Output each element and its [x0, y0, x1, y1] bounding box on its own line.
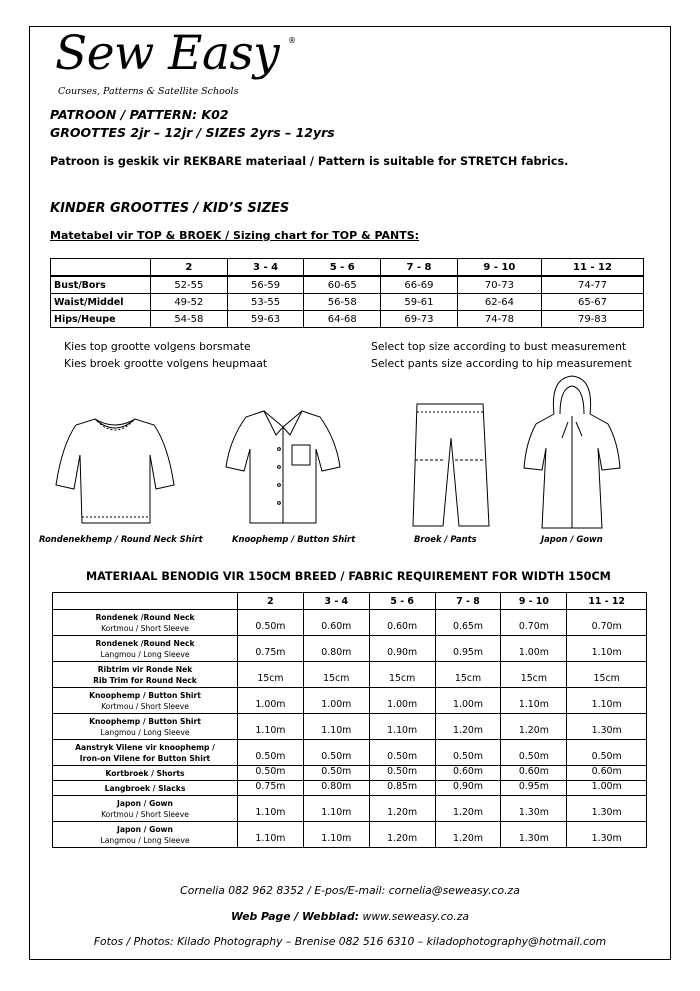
size-cell: 56-58: [304, 294, 381, 311]
fabric-row-title: Kortbroek / Shorts: [105, 769, 185, 778]
fabric-cell: 0.65m: [435, 610, 501, 636]
size-row-label: Bust/Bors: [51, 276, 151, 294]
fabric-cell: 0.90m: [369, 636, 435, 662]
fabric-header-cell: [53, 593, 238, 610]
size-cell: 79-83: [542, 311, 644, 328]
button-shirt-illustration: [224, 405, 342, 530]
size-cell: 56-59: [227, 276, 304, 294]
size-cell: 74-78: [457, 311, 541, 328]
fabric-cell: 0.70m: [501, 610, 567, 636]
fabric-cell: 0.60m: [435, 766, 501, 781]
caption-round-neck-shirt: Rondenekhemp / Round Neck Shirt: [39, 534, 203, 544]
fabric-cell: 1.10m: [567, 688, 647, 714]
size-row: [51, 276, 644, 294]
size-range: GROOTTES 2jr – 12jr / SIZES 2yrs – 12yrs: [50, 125, 335, 140]
fabric-cell: 1.00m: [501, 636, 567, 662]
note-top-size: Kies top grootte volgens borsmate: [64, 340, 251, 353]
fabric-cell: 0.80m: [303, 636, 369, 662]
fabric-row-title: Rondenek /Round Neck: [95, 639, 195, 648]
fabric-header-cell: 11 - 12: [567, 593, 647, 610]
fabric-cell: 1.10m: [369, 714, 435, 740]
fabric-cell: 1.30m: [567, 714, 647, 740]
pattern-number: PATROON / PATTERN: K02: [50, 107, 229, 122]
stretch-note: Patroon is geskik vir REKBARE materiaal / Pattern is suitable for STRETCH fabrics.: [50, 155, 569, 168]
fabric-cell: 1.20m: [501, 714, 567, 740]
fabric-cell: 1.10m: [303, 714, 369, 740]
fabric-row-subtitle: Iron-on Vilene for Button Shirt: [79, 754, 211, 763]
fabric-header-cell: 2: [238, 593, 304, 610]
fabric-cell: 1.20m: [435, 796, 501, 822]
fabric-cell: 1.10m: [567, 636, 647, 662]
fabric-cell: 0.50m: [435, 740, 501, 766]
size-cell: 64-68: [304, 311, 381, 328]
sizing-table: [50, 258, 644, 328]
fabric-cell: 1.20m: [435, 822, 501, 848]
fabric-cell: 1.10m: [303, 822, 369, 848]
size-row: [51, 311, 644, 328]
size-cell: 65-67: [542, 294, 644, 311]
fabric-row: [53, 822, 647, 848]
fabric-cell: 1.00m: [303, 688, 369, 714]
round-neck-shirt-illustration: [50, 405, 180, 530]
fabric-header-cell: 5 - 6: [369, 593, 435, 610]
fabric-row: [53, 781, 647, 796]
fabric-heading: MATERIAAL BENODIG VIR 150CM BREED / FABRIC REQUIREMENT FOR WIDTH 150CM: [86, 570, 611, 583]
caption-pants: Broek / Pants: [414, 534, 477, 544]
fabric-cell: 0.60m: [567, 766, 647, 781]
fabric-cell: 1.00m: [238, 688, 304, 714]
size-header-cell: 7 - 8: [381, 259, 458, 277]
fabric-cell: 1.10m: [501, 688, 567, 714]
fabric-row: [53, 662, 647, 688]
note-pants-size-en: Select pants size according to hip measurement: [371, 357, 632, 370]
sizing-chart-heading: Matetabel vir TOP & BROEK / Sizing chart for TOP & PANTS:: [50, 229, 420, 242]
fabric-cell: 0.90m: [435, 781, 501, 796]
fabric-cell: 1.10m: [238, 796, 304, 822]
fabric-cell: 1.20m: [369, 822, 435, 848]
fabric-row-title: Japon / Gown: [117, 799, 173, 808]
size-header-cell: 5 - 6: [304, 259, 381, 277]
fabric-header-cell: 3 - 4: [303, 593, 369, 610]
fabric-row: [53, 766, 647, 781]
fabric-row-subtitle: Langmou / Long Sleeve: [100, 650, 190, 659]
fabric-cell: 15cm: [501, 662, 567, 688]
fabric-row: [53, 740, 647, 766]
size-cell: 70-73: [457, 276, 541, 294]
size-cell: 54-58: [151, 311, 228, 328]
fabric-cell: 0.80m: [303, 781, 369, 796]
fabric-row-title: Knoophemp / Button Shirt: [89, 717, 201, 726]
fabric-row: [53, 610, 647, 636]
size-cell: 59-61: [381, 294, 458, 311]
fabric-cell: 0.75m: [238, 781, 304, 796]
fabric-cell: 0.50m: [369, 740, 435, 766]
fabric-row-subtitle: Langmou / Long Sleeve: [100, 728, 190, 737]
fabric-cell: 0.50m: [303, 740, 369, 766]
size-cell: 49-52: [151, 294, 228, 311]
fabric-cell: 15cm: [435, 662, 501, 688]
pants-illustration: [405, 398, 495, 530]
fabric-row-title: Knoophemp / Button Shirt: [89, 691, 201, 700]
fabric-cell: 0.50m: [303, 766, 369, 781]
fabric-cell: 1.00m: [567, 781, 647, 796]
fabric-row: [53, 636, 647, 662]
fabric-row-title: Ribtrim vir Ronde Nek: [97, 665, 193, 674]
fabric-header-cell: 9 - 10: [501, 593, 567, 610]
size-header-cell: 9 - 10: [457, 259, 541, 277]
fabric-row-label: [53, 636, 238, 662]
size-cell: 60-65: [304, 276, 381, 294]
fabric-row-label: [53, 781, 238, 796]
kids-sizes-heading: KINDER GROOTTES / KID’S SIZES: [50, 201, 290, 216]
caption-gown: Japon / Gown: [541, 534, 603, 544]
fabric-row-subtitle: Kortmou / Short Sleeve: [101, 624, 189, 633]
fabric-row: [53, 796, 647, 822]
footer-web-url[interactable]: www.seweasy.co.za: [359, 910, 469, 923]
size-header-cell: 2: [151, 259, 228, 277]
size-cell: 74-77: [542, 276, 644, 294]
fabric-cell: 1.30m: [501, 822, 567, 848]
fabric-row-label: [53, 796, 238, 822]
fabric-row-title: Langbroek / Slacks: [104, 784, 186, 793]
fabric-cell: 1.00m: [435, 688, 501, 714]
fabric-header-cell: 7 - 8: [435, 593, 501, 610]
fabric-row-label: [53, 740, 238, 766]
fabric-row-subtitle: Rib Trim for Round Neck: [93, 676, 197, 685]
fabric-row: [53, 688, 647, 714]
fabric-row-label: [53, 714, 238, 740]
size-cell: 59-63: [227, 311, 304, 328]
fabric-cell: 1.10m: [238, 714, 304, 740]
fabric-row-subtitle: Langmou / Long Sleeve: [100, 836, 190, 845]
caption-button-shirt: Knoophemp / Button Shirt: [232, 534, 356, 544]
size-cell: 69-73: [381, 311, 458, 328]
note-pants-size: Kies broek grootte volgens heupmaat: [64, 357, 268, 370]
size-row: [51, 294, 644, 311]
footer-web-label: Web Page / Webblad:: [231, 910, 360, 923]
size-row-label: Hips/Heupe: [51, 311, 151, 328]
brand-tagline: Courses, Patterns & Satellite Schools: [58, 86, 239, 97]
fabric-row-label: [53, 610, 238, 636]
fabric-cell: 1.20m: [369, 796, 435, 822]
footer-contact: Cornelia 082 962 8352 / E-pos/E-mail: cornelia@seweasy.co.za: [180, 884, 520, 897]
registered-mark: ®: [288, 36, 296, 45]
fabric-cell: 0.50m: [369, 766, 435, 781]
note-top-size-en: Select top size according to bust measurement: [371, 340, 627, 353]
fabric-cell: 0.50m: [238, 610, 304, 636]
fabric-cell: 1.30m: [567, 822, 647, 848]
fabric-cell: 15cm: [567, 662, 647, 688]
fabric-cell: 0.95m: [435, 636, 501, 662]
fabric-row-subtitle: Kortmou / Short Sleeve: [101, 810, 189, 819]
fabric-cell: 0.75m: [238, 636, 304, 662]
fabric-cell: 0.50m: [501, 740, 567, 766]
fabric-cell: 0.60m: [303, 610, 369, 636]
fabric-cell: 15cm: [238, 662, 304, 688]
brand-logo: Sew Easy: [55, 26, 280, 81]
fabric-row: [53, 714, 647, 740]
fabric-cell: 1.30m: [567, 796, 647, 822]
fabric-cell: 0.60m: [369, 610, 435, 636]
fabric-row-label: [53, 766, 238, 781]
size-cell: 62-64: [457, 294, 541, 311]
fabric-cell: 1.20m: [435, 714, 501, 740]
footer-web: [0, 910, 700, 923]
fabric-cell: 1.00m: [369, 688, 435, 714]
size-cell: 52-55: [151, 276, 228, 294]
fabric-cell: 0.95m: [501, 781, 567, 796]
size-header-cell: 11 - 12: [542, 259, 644, 277]
fabric-cell: 15cm: [303, 662, 369, 688]
fabric-row-title: Japon / Gown: [117, 825, 173, 834]
size-row-label: Waist/Middel: [51, 294, 151, 311]
fabric-row-title: Rondenek /Round Neck: [95, 613, 195, 622]
fabric-cell: 15cm: [369, 662, 435, 688]
size-cell: 66-69: [381, 276, 458, 294]
fabric-cell: 0.60m: [501, 766, 567, 781]
size-header-cell: [51, 259, 151, 277]
fabric-row-label: [53, 688, 238, 714]
fabric-cell: 0.50m: [567, 740, 647, 766]
fabric-cell: 0.50m: [238, 740, 304, 766]
fabric-row-label: [53, 822, 238, 848]
fabric-cell: 1.10m: [238, 822, 304, 848]
fabric-cell: 0.70m: [567, 610, 647, 636]
fabric-cell: 1.10m: [303, 796, 369, 822]
fabric-cell: 0.85m: [369, 781, 435, 796]
size-cell: 53-55: [227, 294, 304, 311]
fabric-cell: 0.50m: [238, 766, 304, 781]
fabric-table: [52, 592, 647, 848]
size-header-cell: 3 - 4: [227, 259, 304, 277]
fabric-cell: 1.30m: [501, 796, 567, 822]
gown-illustration: [520, 372, 624, 532]
footer-photos: Fotos / Photos: Kilado Photography – Brenise 082 516 6310 – kiladophotography@hotmail.com: [93, 935, 607, 948]
fabric-row-subtitle: Kortmou / Short Sleeve: [101, 702, 189, 711]
fabric-row-label: [53, 662, 238, 688]
fabric-row-title: Aanstryk Vilene vir knoophemp /: [75, 743, 215, 752]
